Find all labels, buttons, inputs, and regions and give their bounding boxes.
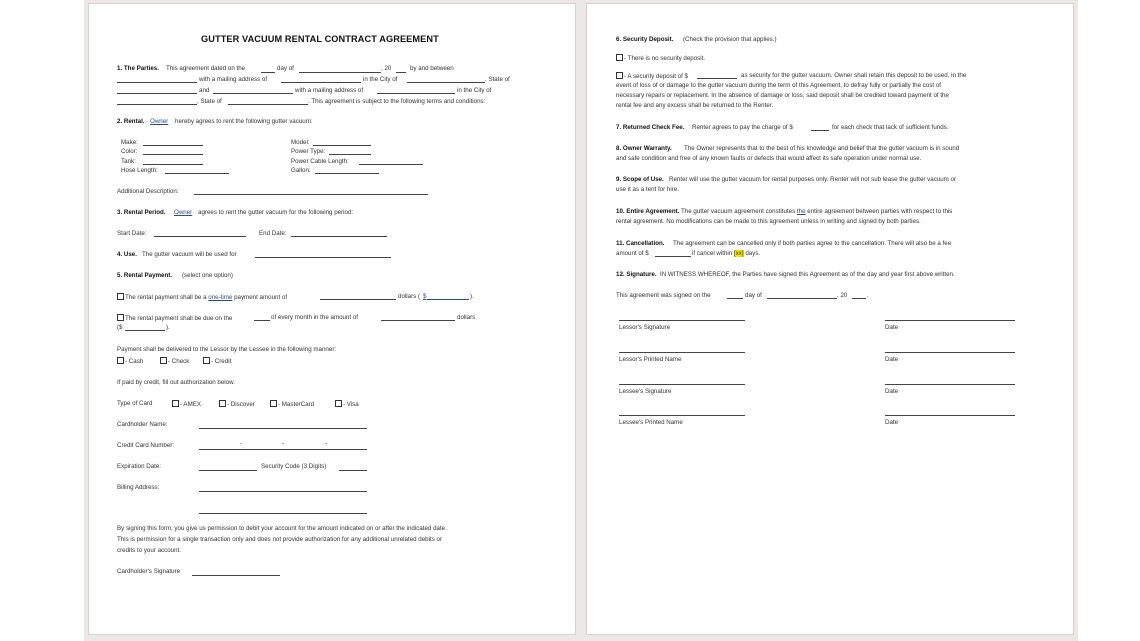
s12-text: IN WITNESS WHEREOF, the Parties have signed this Agreement as of the day and year first above written. <box>660 271 955 278</box>
s9-text: use it as a tent for hire. <box>616 186 679 193</box>
section-11-heading: 11. Cancellation. <box>616 240 665 247</box>
lessee-signature-date-line[interactable] <box>885 384 1015 385</box>
field-cardholder-signature[interactable] <box>192 575 280 576</box>
field-signed-year[interactable] <box>852 298 866 299</box>
section-8-heading: 8. Owner Warranty. <box>616 145 672 152</box>
field-deposit-amount[interactable] <box>697 78 737 79</box>
section-9-heading: 9. Scope of Use. <box>616 176 664 183</box>
checkbox-check[interactable] <box>160 357 167 364</box>
authorization-text-3: credits to your account. <box>117 547 181 554</box>
s5-note: (select one option) <box>182 272 233 279</box>
option-no-deposit[interactable]: - There is no security deposit. <box>616 54 705 63</box>
s6-text: event of loss of or damage to the gutter vacuum during the term of this Agreement, to defray fully or partially the cost of <box>616 82 942 89</box>
s1-text: with a mailing address of <box>199 76 268 83</box>
field-party2-city[interactable] <box>117 104 197 105</box>
field-make[interactable] <box>143 145 203 146</box>
section-7-heading: 7. Returned Check Fee. <box>616 124 685 131</box>
s11-text: The agreement can be cancelled only if both parties agree to the cancellation. There will also be a fee <box>673 240 952 247</box>
document-title: GUTTER VACUUM RENTAL CONTRACT AGREEMENT <box>201 34 439 44</box>
lessor-printed-date-line[interactable] <box>885 352 1015 353</box>
s8-text: and safe condition and free of any known faults or defects that would affect its safe operation under normal use. <box>616 155 922 162</box>
date-label: Date <box>885 388 899 395</box>
field-expiration[interactable] <box>199 470 257 471</box>
field-one-time-numeric[interactable] <box>427 299 469 300</box>
field-cable[interactable] <box>359 164 423 165</box>
lessee-signature-label: Lessee's Signature <box>619 388 672 395</box>
cardholder-signature-label: Cardholder's Signature <box>117 568 181 575</box>
checkbox-discover[interactable] <box>219 400 226 407</box>
s1-text: and <box>199 87 210 94</box>
s1-text: , 20 <box>381 65 392 72</box>
additional-label: Additional Description: <box>117 188 179 195</box>
checkbox-amex[interactable] <box>172 400 179 407</box>
lessor-signature-label: Lessor's Signature <box>619 324 671 331</box>
section-4-heading: 4. Use. <box>117 251 137 258</box>
field-color[interactable] <box>143 154 203 155</box>
field-signed-day[interactable] <box>727 298 743 299</box>
option-credit[interactable]: - Credit <box>203 357 231 366</box>
lessor-signature-date-line[interactable] <box>885 320 1015 321</box>
hose-label: Hose Length: <box>121 167 158 174</box>
document-page-2 <box>586 3 1074 635</box>
s1-text: This agreement dated on the <box>166 65 246 72</box>
s1-text: in the City of <box>457 87 492 94</box>
s11-text: if cancel within [xx] days. <box>692 250 761 257</box>
section-5-heading: 5. Rental Payment. <box>117 272 173 279</box>
section-3-heading: 3. Rental Period. <box>117 209 166 216</box>
card-number-sep: - <box>282 440 285 447</box>
model-label: Model: <box>291 139 310 146</box>
checkbox-mastercard[interactable] <box>270 400 277 407</box>
field-month[interactable] <box>299 72 381 73</box>
field-additional[interactable] <box>194 194 428 195</box>
signed-on-text: This agreement was signed on the <box>616 292 711 299</box>
field-gallon[interactable] <box>315 173 379 174</box>
color-label: Color: <box>121 148 138 155</box>
field-due-day[interactable] <box>254 320 270 321</box>
field-tank[interactable] <box>143 164 203 165</box>
s9-text: Renter will use the gutter vacuum for rental purposes only. Renter will not sub lease the gutter vacuum or <box>669 176 957 183</box>
s10-text: The gutter vacuum agreement constitutes the entire agreement between parties with respect to this <box>681 208 953 215</box>
field-check-fee[interactable] <box>811 130 829 131</box>
power-label: Power Type: <box>291 148 326 155</box>
document-page-1 <box>88 3 576 635</box>
security-code-label: Security Code (3 Digits) <box>261 463 327 470</box>
billing-address-label: Billing Address: <box>117 484 160 491</box>
field-party1-name[interactable] <box>117 82 197 83</box>
field-party2-state[interactable] <box>228 104 308 105</box>
end-date-label: End Date: <box>259 230 287 237</box>
credit-instructions: If paid by credit, fill out authorization below. <box>117 379 235 386</box>
option-monthly[interactable]: The rental payment shall be due on the <box>117 314 232 323</box>
field-model[interactable] <box>313 145 371 146</box>
dollars-label: dollars ( <box>398 293 421 300</box>
card-number-sep: - <box>240 440 243 447</box>
s6-text: necessary repairs or replacement. In the absence of damage or loss, said deposit shall be credited toward payment of the <box>616 92 949 99</box>
field-hose[interactable] <box>165 173 229 174</box>
s1-text: by and between <box>410 65 454 72</box>
signed-on-text: . <box>867 292 869 299</box>
s5-text: of every month in the amount of <box>271 314 359 321</box>
s3-text: agrees to rent the gutter vacuum for the following period: <box>198 209 354 216</box>
gallon-label: Gallon: <box>291 167 311 174</box>
field-monthly-amount[interactable] <box>381 320 455 321</box>
lessee-signature-line[interactable] <box>619 384 745 385</box>
option-one-time[interactable]: The rental payment shall be a one-time payment amount of <box>117 293 287 302</box>
s6-text: rental fee and any excess shall be returned to the Renter. <box>616 102 774 109</box>
field-day[interactable] <box>261 72 275 73</box>
s11-text: amount of $ <box>616 250 649 257</box>
field-billing-address-2[interactable] <box>199 513 367 514</box>
card-number-label: Credit Card Number: <box>117 442 175 449</box>
lessor-printed-name-label: Lessor's Printed Name <box>619 356 682 363</box>
field-use[interactable] <box>255 257 391 258</box>
delivery-text: Payment shall be delivered to the Lessor by the Lessee in the following manner: <box>117 346 337 353</box>
s7-text: Renter agrees to pay the charge of $ <box>692 124 793 131</box>
field-signed-month[interactable] <box>767 298 837 299</box>
field-party2-name[interactable] <box>213 93 293 94</box>
authorization-text-1: By signing this form, you give us permission to debit your account for the amount indicated on or after the indicated date. <box>117 525 447 532</box>
option-amex[interactable]: - AMEX <box>172 400 201 409</box>
field-party2-address[interactable] <box>377 93 455 94</box>
field-security-code[interactable] <box>339 470 367 471</box>
checkbox-monthly[interactable] <box>117 314 124 321</box>
cardholder-name-label: Cardholder Name: <box>117 421 168 428</box>
close-paren: ). <box>166 324 170 331</box>
field-party1-city[interactable] <box>407 82 485 83</box>
checkbox-one-time[interactable] <box>117 293 124 300</box>
section-1-heading: 1. The Parties. <box>117 65 159 72</box>
lessor-signature-line[interactable] <box>619 320 745 321</box>
date-label: Date <box>885 324 899 331</box>
field-billing-address-1[interactable] <box>199 491 367 492</box>
section-2-heading: 2. Rental. <box>117 118 145 125</box>
option-visa[interactable]: - Visa <box>335 400 359 409</box>
s6-note: (Check the provision that applies.) <box>683 36 777 43</box>
field-power[interactable] <box>329 154 371 155</box>
lessor-printed-name-line[interactable] <box>619 352 745 353</box>
s1-text: . This agreement is subject to the following terms and conditions: <box>308 98 486 105</box>
cable-label: Power Cable Length: <box>291 158 349 165</box>
field-one-time-amount[interactable] <box>320 299 396 300</box>
date-label: Date <box>885 356 899 363</box>
signed-on-text: , 20 <box>837 292 848 299</box>
option-mastercard[interactable]: - MasterCard <box>270 400 314 409</box>
tank-label: Tank: <box>121 158 136 165</box>
option-deposit[interactable]: - A security deposit of $ <box>616 72 688 81</box>
option-discover[interactable]: - Discover <box>219 400 255 409</box>
make-label: Make: <box>121 139 138 146</box>
field-card-number[interactable] <box>199 449 367 450</box>
s2-text: hereby agrees to rent the following gutter vacuum: <box>175 118 313 125</box>
s7-text: for each check that lack of sufficient funds. <box>832 124 949 131</box>
field-party1-address[interactable] <box>281 82 361 83</box>
lessee-printed-name-label: Lessee's Printed Name <box>619 419 683 426</box>
owner-link: Owner <box>150 118 169 125</box>
section-6-heading: 6. Security Deposit. <box>616 36 674 43</box>
card-type-label: Type of Card <box>117 400 153 407</box>
field-monthly-numeric[interactable] <box>125 330 165 331</box>
card-number-sep: - <box>325 440 328 447</box>
owner-link: Owner <box>174 209 193 216</box>
expiration-label: Expiration Date: <box>117 463 162 470</box>
date-label: Date <box>885 419 899 426</box>
field-start-date[interactable] <box>154 236 246 237</box>
section-10-heading: 10. Entire Agreement. <box>616 208 680 215</box>
checkbox-deposit[interactable] <box>616 72 623 79</box>
dollars-label: dollars <box>457 314 476 321</box>
field-end-date[interactable] <box>291 236 387 237</box>
start-date-label: Start Date: <box>117 230 147 237</box>
section-12-heading: 12. Signature. <box>616 271 657 278</box>
field-party1-state[interactable] <box>117 93 197 94</box>
field-cancel-fee[interactable] <box>655 256 691 257</box>
field-year[interactable] <box>396 72 406 73</box>
s1-text: , State of <box>197 98 222 105</box>
s1-text: day of <box>277 65 294 72</box>
dollar-sign: $ <box>423 293 427 300</box>
checkbox-cash[interactable] <box>117 357 124 364</box>
signed-on-text: day of <box>745 292 762 299</box>
authorization-text-2: This is permission for a single transaction only and does not provide authorization for any additional unrelated debits or <box>117 536 443 543</box>
checkbox-visa[interactable] <box>335 400 342 407</box>
checkbox-credit[interactable] <box>203 357 210 364</box>
option-cash[interactable]: - Cash <box>117 357 143 366</box>
lessee-printed-name-line[interactable] <box>619 415 745 416</box>
s4-text: The gutter vacuum will be used for <box>142 251 237 258</box>
field-cardholder-name[interactable] <box>199 428 367 429</box>
s8-text: The Owner represents that to the best of his knowledge and belief that the gutter vacuum is in sound <box>684 145 960 152</box>
s1-text: , State of <box>485 76 510 83</box>
paren-dollar: ($ <box>117 324 123 331</box>
option-check[interactable]: - Check <box>160 357 189 366</box>
checkbox-no-deposit[interactable] <box>616 54 623 61</box>
s1-text: with a mailing address of <box>295 87 364 94</box>
s1-text: in the City of <box>363 76 398 83</box>
lessee-printed-date-line[interactable] <box>885 415 1015 416</box>
s10-text: rental agreement. No modifications can be made to this agreement unless in writing and signed by both parties. <box>616 218 921 225</box>
s6-text: as security for the gutter vacuum. Owner shall retain this deposit to be used, in the <box>741 72 967 79</box>
close-paren: ). <box>470 293 474 300</box>
